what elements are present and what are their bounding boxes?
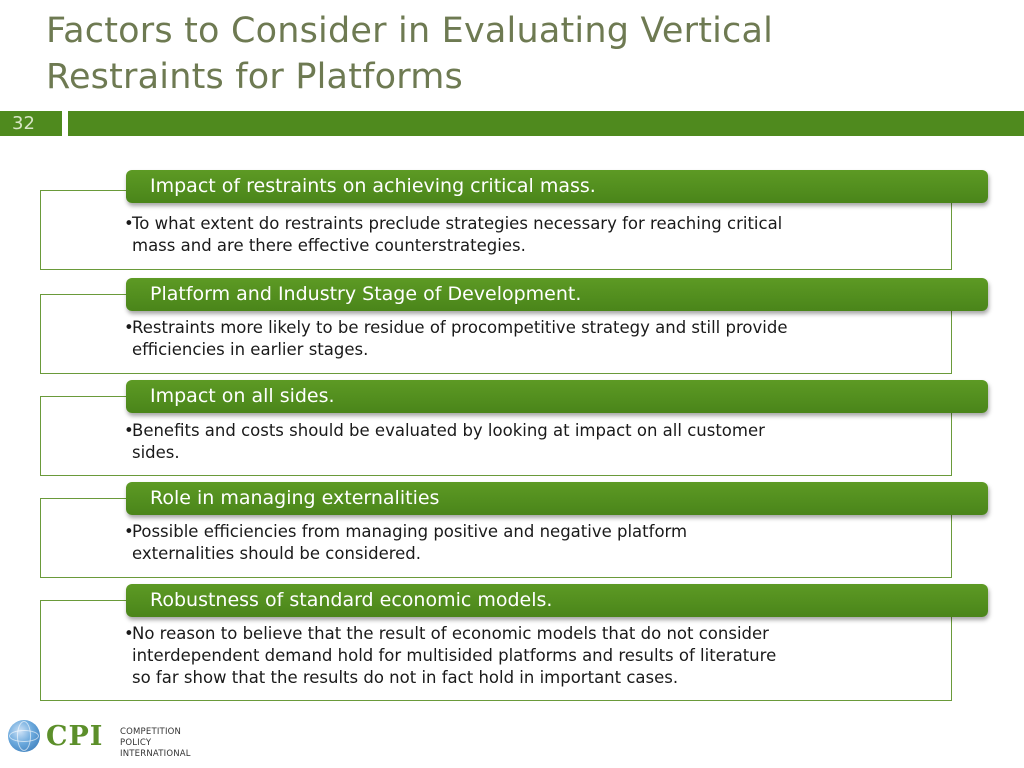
factor-heading: Role in managing externalities: [150, 487, 440, 509]
factor-item-all-sides: [40, 380, 952, 476]
logo-wordmark: CPI: [46, 721, 104, 752]
cpi-logo: [8, 720, 208, 762]
factor-heading: Impact on all sides.: [150, 385, 335, 407]
title-line-1: Factors to Consider in Evaluating Vertical: [46, 11, 774, 51]
bullet-text-line: sides.: [132, 443, 180, 462]
factor-bullet: [124, 420, 765, 464]
factor-item-robustness: [40, 584, 952, 702]
slide-number: 32: [12, 113, 35, 134]
globe-icon: [8, 720, 40, 752]
bullet-text-line: To what extent do restraints preclude strategies necessary for reaching critical: [132, 214, 783, 233]
factor-item-stage-of-development: [40, 278, 952, 374]
bullet-dot: •: [124, 421, 134, 440]
bullet-dot: •: [124, 214, 134, 233]
title-divider-bar: [68, 111, 1024, 136]
bullet-text-line: Possible efficiencies from managing positive and negative platform: [132, 522, 688, 541]
factor-heading-bar: [126, 278, 988, 311]
bullet-text-line: Restraints more likely to be residue of procompetitive strategy and still provide: [132, 318, 788, 337]
factor-heading-bar: [126, 482, 988, 515]
bullet-text-line: mass and are there effective counterstrategies.: [132, 236, 526, 255]
factor-bullet: [124, 623, 776, 689]
bullet-text-line: No reason to believe that the result of economic models that do not consider: [132, 624, 769, 643]
factor-heading-bar: [126, 170, 988, 203]
logo-org-name: [120, 727, 208, 760]
factor-heading: Robustness of standard economic models.: [150, 589, 553, 611]
org-line-1: COMPETITION POLICY: [120, 727, 182, 748]
bullet-dot: •: [124, 318, 134, 337]
factor-heading: Impact of restraints on achieving critical mass.: [150, 175, 596, 197]
factor-bullet: [124, 521, 687, 565]
bullet-text-line: Benefits and costs should be evaluated by looking at impact on all customer: [132, 421, 765, 440]
slide-number-bar: [0, 111, 62, 136]
slide-title: [46, 8, 946, 100]
factor-heading-bar: [126, 584, 988, 617]
factor-bullet: [124, 213, 782, 257]
factor-item-critical-mass: [40, 170, 952, 271]
bullet-text-line: interdependent demand hold for multisided platforms and results of literature: [132, 646, 777, 665]
bullet-text-line: efficiencies in earlier stages.: [132, 340, 369, 359]
factor-heading-bar: [126, 380, 988, 413]
title-line-2: Restraints for Platforms: [46, 57, 463, 97]
factor-item-externalities: [40, 482, 952, 578]
factor-bullet: [124, 317, 787, 361]
factor-heading: Platform and Industry Stage of Development.: [150, 283, 582, 305]
bullet-text-line: externalities should be considered.: [132, 544, 422, 563]
bullet-text-line: so far show that the results do not in fact hold in important cases.: [132, 668, 679, 687]
bullet-dot: •: [124, 624, 134, 643]
org-line-2: INTERNATIONAL: [120, 749, 191, 759]
bullet-dot: •: [124, 522, 134, 541]
